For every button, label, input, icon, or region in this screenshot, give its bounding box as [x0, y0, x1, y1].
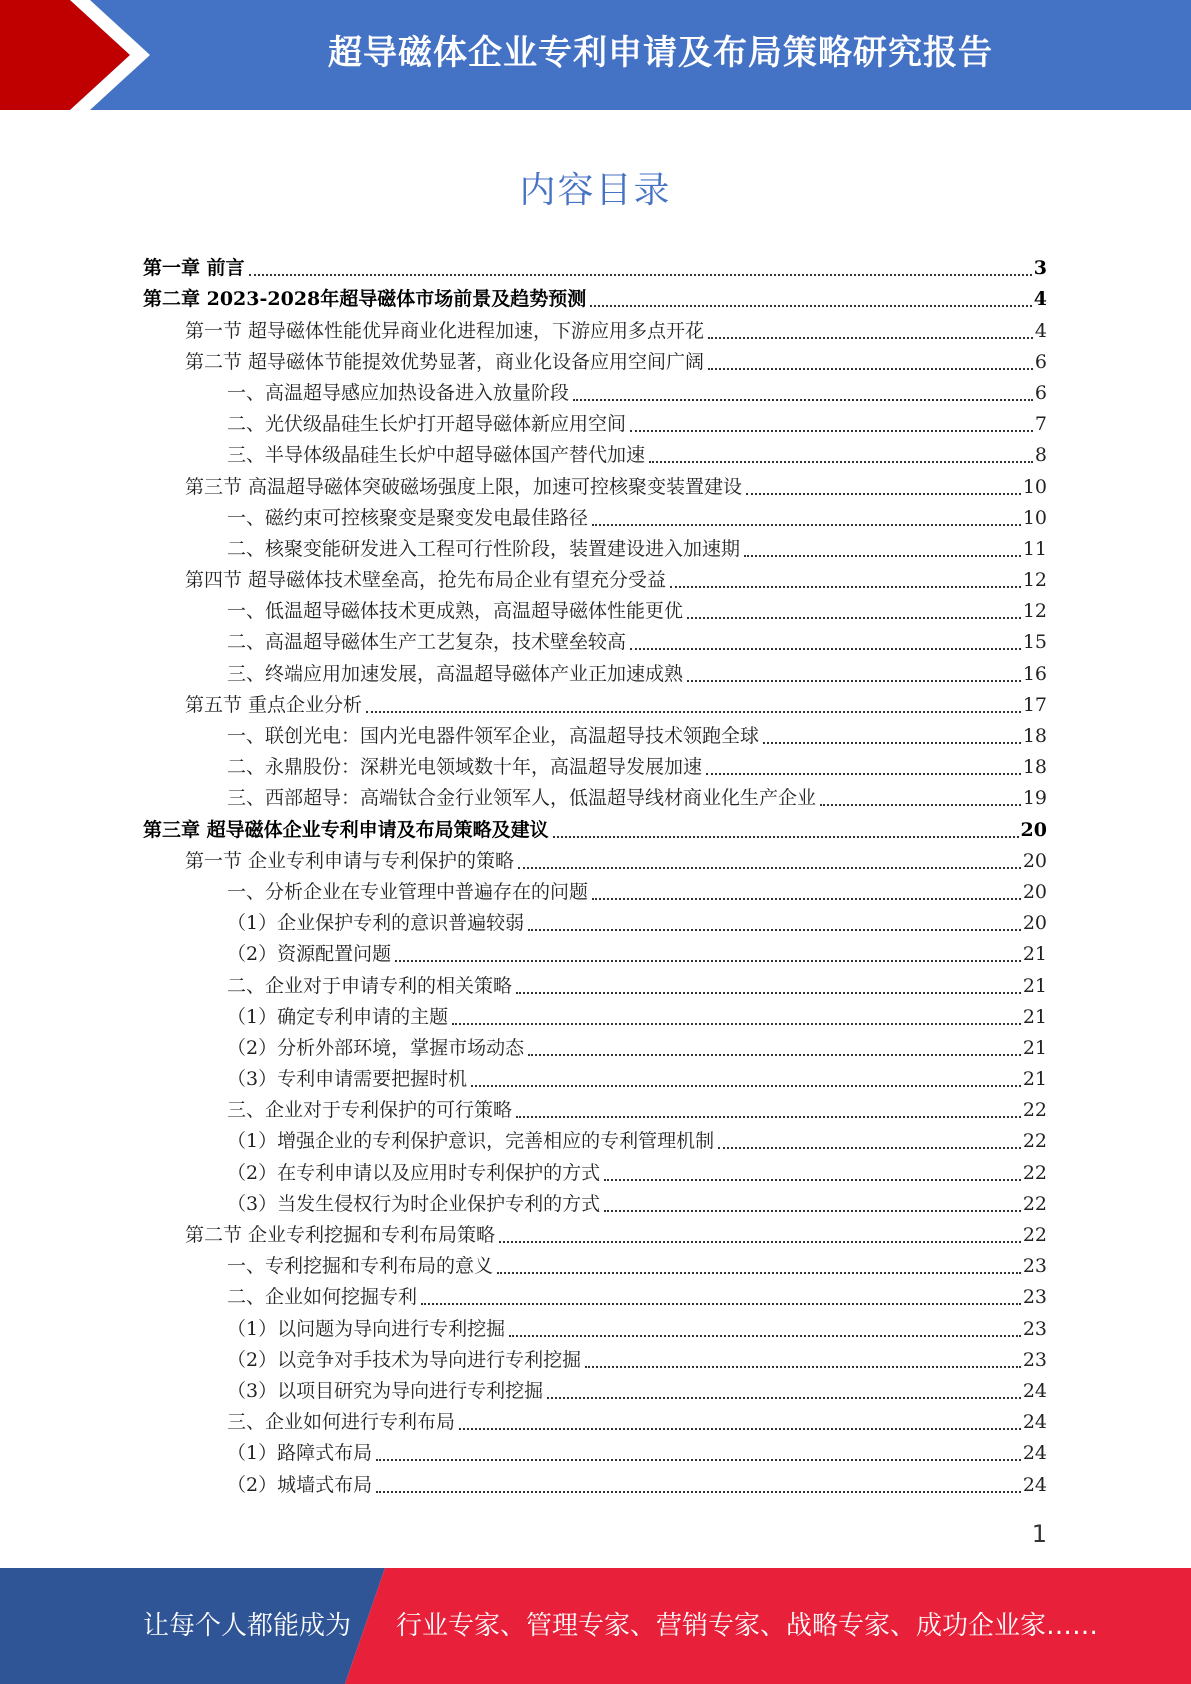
- toc-entry[interactable]: [143, 970, 1047, 1001]
- toc-entry[interactable]: [143, 658, 1047, 689]
- toc-entry-page: 23: [1022, 1317, 1047, 1340]
- toc-entry-title: 一、低温超导磁体技术更成熟，高温超导磁体性能更优: [227, 600, 684, 623]
- toc-leader-dots: [376, 1459, 1021, 1461]
- toc-entry[interactable]: [143, 1220, 1047, 1251]
- toc-leader-dots: [528, 929, 1021, 931]
- toc-entry-page: 3: [1033, 257, 1047, 280]
- toc-entry-page: 11: [1022, 537, 1047, 560]
- toc-entry[interactable]: [143, 1345, 1047, 1376]
- toc-entry[interactable]: [143, 721, 1047, 752]
- toc-entry-page: 12: [1022, 569, 1047, 592]
- toc-entry-title: 二、核聚变能研发进入工程可行性阶段，装置建设进入加速期: [227, 537, 741, 560]
- toc-leader-dots: [553, 836, 1019, 838]
- toc-entry-title: （1）以问题为导向进行专利挖掘: [227, 1317, 506, 1340]
- toc-entry-title: 一、专利挖掘和专利布局的意义: [227, 1255, 494, 1278]
- toc-entry-page: 21: [1022, 1036, 1047, 1059]
- toc-leader-dots: [687, 617, 1021, 619]
- toc-entry[interactable]: [143, 596, 1047, 627]
- toc-leader-dots: [592, 524, 1021, 526]
- toc-leader-dots: [499, 1241, 1021, 1243]
- toc-entry[interactable]: [143, 347, 1047, 378]
- toc-entry-page: 7: [1034, 413, 1047, 436]
- toc-entry[interactable]: [143, 1407, 1047, 1438]
- toc-entry-page: 4: [1034, 319, 1047, 342]
- toc-leader-dots: [592, 898, 1021, 900]
- toc-entry-page: 15: [1022, 631, 1047, 654]
- toc-entry-page: 20: [1022, 849, 1047, 872]
- footer-slogan-left: 让每个人都能成为: [143, 1611, 352, 1641]
- toc-leader-dots: [604, 1179, 1021, 1181]
- toc-entry[interactable]: [143, 1064, 1047, 1095]
- page-number: 1: [1031, 1520, 1047, 1548]
- toc-entry-title: 第二章 2023-2028年超导磁体市场前景及趋势预测: [143, 288, 587, 311]
- toc-entry-page: 19: [1022, 787, 1047, 810]
- toc-entry[interactable]: [143, 284, 1047, 315]
- toc-entry-title: 一、联创光电：国内光电器件领军企业，高温超导技术领跑全球: [227, 725, 760, 747]
- toc-entry-page: 24: [1022, 1411, 1047, 1434]
- toc-leader-dots: [528, 1054, 1021, 1056]
- toc-entry-page: 22: [1022, 1099, 1047, 1122]
- toc-entry-title: 第一章 前言: [143, 257, 245, 280]
- toc-entry-title: 第三节 高温超导磁体突破磁场强度上限，加速可控核聚变装置建设: [185, 475, 743, 498]
- toc-entry-page: 4: [1033, 288, 1047, 311]
- toc-entry[interactable]: [143, 565, 1047, 596]
- toc-leader-dots: [518, 867, 1021, 869]
- toc-entry[interactable]: [143, 409, 1047, 440]
- toc-entry-title: 第三章 超导磁体企业专利申请及布局策略及建议: [143, 818, 549, 841]
- toc-entry-page: 20: [1022, 880, 1047, 903]
- toc-entry-title: 三、西部超导：高端钛合金行业领军人，低温超导线材商业化生产企业: [227, 787, 817, 810]
- toc-entry[interactable]: [143, 1376, 1047, 1407]
- toc-leader-dots: [763, 742, 1021, 744]
- toc-entry-title: 第四节 超导磁体技术壁垒高，抢先布局企业有望充分受益: [185, 569, 667, 592]
- toc-entry-title: 二、高温超导磁体生产工艺复杂，技术壁垒较高: [227, 631, 627, 654]
- toc-entry[interactable]: [143, 1313, 1047, 1344]
- toc-entry[interactable]: [143, 253, 1047, 284]
- toc-entry-page: 21: [1022, 974, 1047, 997]
- toc-entry[interactable]: [143, 877, 1047, 908]
- toc-entry-title: （2）在专利申请以及应用时专利保护的方式: [227, 1161, 601, 1184]
- header-banner: [0, 0, 1191, 110]
- toc-entry[interactable]: [143, 1282, 1047, 1313]
- footer-slogan-right: 行业专家、管理专家、营销专家、战略专家、成功企业家……: [396, 1611, 1099, 1641]
- toc-entry[interactable]: [143, 1157, 1047, 1188]
- toc-leader-dots: [708, 337, 1033, 339]
- toc-entry[interactable]: [143, 1002, 1047, 1033]
- toc-entry-page: 16: [1022, 662, 1047, 685]
- report-title: 超导磁体企业专利申请及布局策略研究报告: [328, 33, 993, 73]
- footer-banner: [0, 1568, 1191, 1684]
- toc-leader-dots: [395, 960, 1021, 962]
- toc-leader-dots: [547, 1397, 1021, 1399]
- toc-leader-dots: [249, 274, 1032, 276]
- toc-entry-page: 22: [1022, 1130, 1047, 1153]
- toc-entry-page: 24: [1022, 1442, 1047, 1465]
- toc-entry[interactable]: [143, 315, 1047, 346]
- toc-entry-title: （2）城墙式布局: [227, 1473, 373, 1496]
- toc-leader-dots: [604, 1210, 1021, 1212]
- toc-leader-dots: [459, 1428, 1021, 1430]
- toc-entry[interactable]: [143, 1251, 1047, 1282]
- toc-entry[interactable]: [143, 534, 1047, 565]
- toc-entry-title: （1）企业保护专利的意识普遍较弱: [227, 912, 525, 935]
- toc-entry[interactable]: [143, 471, 1047, 502]
- toc-entry-title: 第二节 企业专利挖掘和专利布局策略: [185, 1224, 496, 1246]
- toc-entry[interactable]: [143, 1126, 1047, 1157]
- toc-entry-title: 三、半导体级晶硅生长炉中超导磁体国产替代加速: [227, 444, 646, 467]
- toc-entry[interactable]: [143, 378, 1047, 409]
- toc-entry-title: 二、光伏级晶硅生长炉打开超导磁体新应用空间: [227, 413, 627, 436]
- toc-leader-dots: [509, 1335, 1021, 1337]
- toc-leader-dots: [573, 399, 1033, 401]
- toc-entry-page: 23: [1022, 1286, 1047, 1309]
- toc-entry-title: （3）当发生侵权行为时企业保护专利的方式: [227, 1192, 601, 1215]
- toc-leader-dots: [630, 430, 1033, 432]
- toc-heading: 内容目录: [519, 170, 672, 211]
- toc-entry-title: 一、磁约束可控核聚变是聚变发电最佳路径: [227, 506, 589, 529]
- toc-entry-title: （2）以竞争对手技术为导向进行专利挖掘: [227, 1348, 582, 1371]
- toc-entry-page: 20: [1020, 818, 1047, 841]
- toc-entry[interactable]: [143, 783, 1047, 814]
- toc-leader-dots: [746, 493, 1021, 495]
- toc-entry-title: 第二节 超导磁体节能提效优势显著，商业化设备应用空间广阔: [185, 350, 705, 373]
- toc-entry-page: 17: [1022, 693, 1047, 716]
- toc-entry-page: 12: [1022, 600, 1047, 623]
- toc-leader-dots: [471, 1085, 1021, 1087]
- toc-leader-dots: [820, 804, 1021, 806]
- toc-entry[interactable]: [143, 1033, 1047, 1064]
- toc-entry-title: （3）专利申请需要把握时机: [227, 1068, 468, 1091]
- toc-leader-dots: [585, 1366, 1021, 1368]
- toc-leader-dots: [590, 305, 1032, 307]
- toc-leader-dots: [718, 1147, 1021, 1149]
- toc-entry-title: 三、企业对于专利保护的可行策略: [227, 1099, 513, 1122]
- toc-entry[interactable]: [143, 1189, 1047, 1220]
- toc-entry-title: （2）分析外部环境，掌握市场动态: [227, 1036, 525, 1059]
- toc-entry[interactable]: [143, 627, 1047, 658]
- toc-entry-page: 23: [1022, 1348, 1047, 1371]
- toc-entry-page: 23: [1022, 1255, 1047, 1278]
- toc-entry-page: 8: [1034, 444, 1047, 467]
- toc-leader-dots: [516, 992, 1021, 994]
- toc-entry-title: 二、企业对于申请专利的相关策略: [227, 974, 513, 997]
- toc-entry[interactable]: [143, 814, 1047, 845]
- toc-entry-page: 20: [1022, 912, 1047, 935]
- toc-leader-dots: [630, 648, 1021, 650]
- toc-leader-dots: [687, 680, 1021, 682]
- toc-entry-page: 18: [1022, 756, 1047, 779]
- toc-entry-page: 6: [1034, 381, 1047, 404]
- toc-entry[interactable]: [143, 1469, 1047, 1500]
- toc-entry-title: 三、企业如何进行专利布局: [227, 1411, 456, 1434]
- toc-leader-dots: [452, 1023, 1021, 1025]
- toc-entry-title: 三、终端应用加速发展，高温超导磁体产业正加速成熟: [227, 662, 684, 685]
- toc-entry[interactable]: [143, 503, 1047, 534]
- toc-leader-dots: [376, 1491, 1021, 1493]
- toc-entry-title: 二、永鼎股份：深耕光电领域数十年，高温超导发展加速: [227, 756, 703, 779]
- toc-entry-title: 一、高温超导感应加热设备进入放量阶段: [227, 381, 570, 404]
- toc-entry[interactable]: [143, 908, 1047, 939]
- toc-entry-title: 第一节 企业专利申请与专利保护的策略: [185, 849, 515, 872]
- toc-entry-title: 一、分析企业在专业管理中普遍存在的问题: [227, 880, 589, 903]
- toc-entry[interactable]: [143, 1095, 1047, 1126]
- toc-leader-dots: [670, 586, 1021, 588]
- toc-entry-title: （1）确定专利申请的主题: [227, 1005, 449, 1028]
- toc-entry-page: 18: [1022, 725, 1047, 747]
- toc-entry-page: 22: [1022, 1161, 1047, 1184]
- toc-entry-page: 21: [1022, 1068, 1047, 1091]
- toc-entry-page: 21: [1022, 1005, 1047, 1028]
- toc-entry-title: （1）路障式布局: [227, 1442, 373, 1465]
- toc-entry-title: 第一节 超导磁体性能优异商业化进程加速，下游应用多点开花: [185, 319, 705, 342]
- toc-entry[interactable]: [143, 752, 1047, 783]
- toc-entry[interactable]: [143, 690, 1047, 721]
- toc-entry-page: 10: [1022, 506, 1047, 529]
- toc-entry-title: 第五节 重点企业分析: [185, 693, 363, 716]
- toc-entry[interactable]: [143, 440, 1047, 471]
- toc-entry-page: 24: [1022, 1379, 1047, 1402]
- toc-entry-page: 22: [1022, 1224, 1047, 1246]
- toc-entry-title: （1）增强企业的专利保护意识，完善相应的专利管理机制: [227, 1130, 715, 1153]
- toc-entry-page: 22: [1022, 1192, 1047, 1215]
- toc-entry-title: 二、企业如何挖掘专利: [227, 1286, 418, 1309]
- toc-entry-page: 21: [1022, 943, 1047, 966]
- toc-entry[interactable]: [143, 846, 1047, 877]
- toc-entry-page: 24: [1022, 1473, 1047, 1496]
- toc-entry[interactable]: [143, 939, 1047, 970]
- toc-entry-title: （2）资源配置问题: [227, 943, 392, 966]
- toc-entry-title: （3）以项目研究为导向进行专利挖掘: [227, 1379, 544, 1402]
- toc-entry[interactable]: [143, 1438, 1047, 1469]
- toc-leader-dots: [497, 1272, 1021, 1274]
- toc-leader-dots: [744, 555, 1021, 557]
- toc-leader-dots: [708, 368, 1033, 370]
- toc-leader-dots: [706, 773, 1021, 775]
- toc-entry-page: 6: [1034, 350, 1047, 373]
- toc-leader-dots: [649, 461, 1033, 463]
- table-of-contents: [143, 253, 1047, 1501]
- toc-leader-dots: [421, 1303, 1021, 1305]
- toc-entry-page: 10: [1022, 475, 1047, 498]
- toc-leader-dots: [366, 711, 1021, 713]
- toc-leader-dots: [516, 1116, 1021, 1118]
